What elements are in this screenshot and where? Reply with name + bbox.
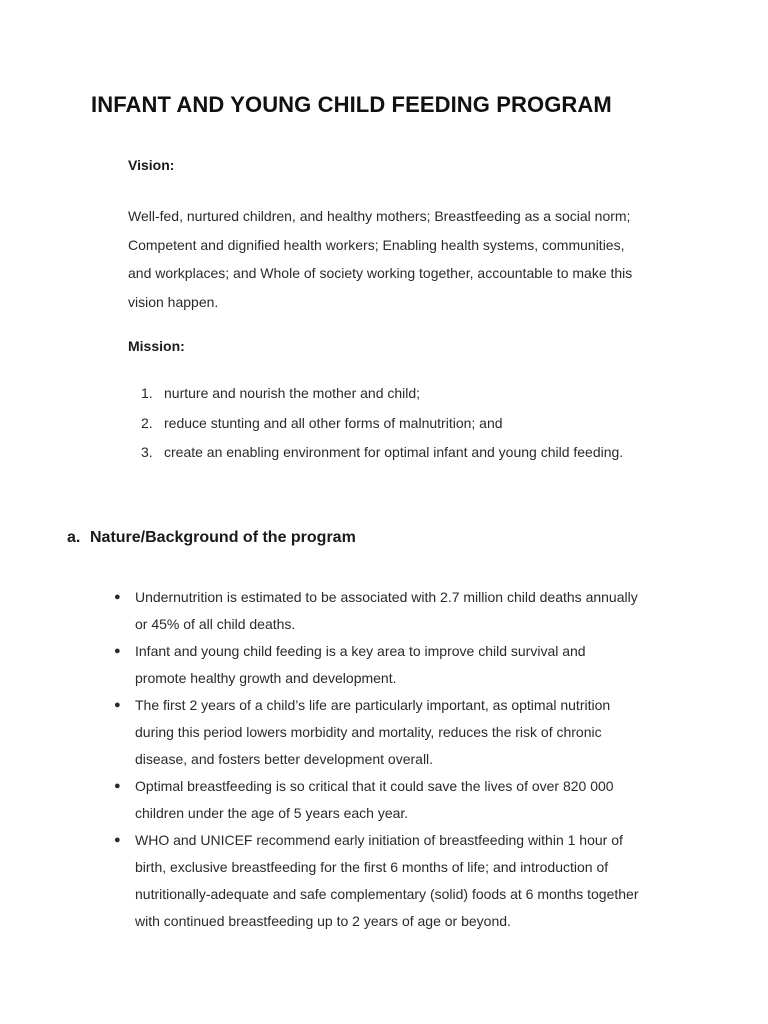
bullet-line: or 45% of all child deaths.	[135, 616, 296, 632]
mission-list	[128, 383, 623, 472]
mission-item	[128, 413, 623, 443]
document-title: INFANT AND YOUNG CHILD FEEDING PROGRAM	[91, 92, 612, 117]
bullet-item	[108, 827, 639, 935]
bullet-line: nutritionally-adequate and safe complementary (solid) foods at 6 months together	[135, 886, 639, 902]
bullet-line: Infant and young child feeding is a key area to improve child survival and	[135, 643, 586, 659]
vision-label: Vision:	[128, 157, 175, 173]
bullet-icon: ●	[114, 645, 121, 657]
bullet-line: Undernutrition is estimated to be associated with 2.7 million child deaths annually	[135, 589, 638, 605]
mission-item-text: nurture and nourish the mother and child;	[164, 385, 421, 401]
background-bullet-list	[108, 584, 639, 935]
mission-item-text: reduce stunting and all other forms of malnutrition; and	[164, 414, 503, 431]
bullet-line: The first 2 years of a child’s life are particularly important, as optimal nutrition	[135, 697, 611, 713]
bullet-item	[108, 584, 639, 638]
bullet-line: during this period lowers morbidity and mortality, reduces the risk of chronic	[135, 724, 602, 740]
vision-line: vision happen.	[128, 293, 219, 310]
bullet-item	[108, 773, 639, 827]
mission-item-number: 2.	[141, 414, 153, 431]
bullet-icon: ●	[114, 780, 121, 792]
bullet-line: WHO and UNICEF recommend early initiation of breastfeeding within 1 hour of	[135, 832, 623, 848]
bullet-line: birth, exclusive breastfeeding for the first 6 months of life; and introduction of	[135, 859, 609, 875]
mission-item-text: create an enabling environment for optimal infant and young child feeding.	[164, 444, 624, 460]
mission-item-number: 3.	[141, 444, 153, 460]
vision-line: and workplaces; and Whole of society working together, accountable to make this	[128, 265, 633, 281]
mission-label: Mission:	[128, 338, 185, 354]
bullet-line: with continued breastfeeding up to 2 years of age or beyond.	[135, 913, 511, 929]
bullet-line: children under the age of 5 years each year.	[135, 805, 409, 821]
mission-item	[128, 442, 623, 472]
bullet-line: Optimal breastfeeding is so critical that it could save the lives of over 820 000	[135, 778, 614, 794]
mission-item	[128, 383, 623, 413]
vision-line: Well-fed, nurtured children, and healthy mothers; Breastfeeding as a social norm;	[128, 208, 631, 224]
bullet-icon: ●	[114, 834, 121, 846]
bullet-line: promote healthy growth and development.	[135, 670, 397, 686]
bullet-icon: ●	[114, 591, 121, 603]
bullet-item	[108, 692, 639, 773]
vision-paragraph	[128, 202, 688, 316]
section-heading-text: Nature/Background of the program	[90, 529, 356, 546]
mission-item-number: 1.	[141, 385, 153, 401]
bullet-icon: ●	[114, 699, 121, 711]
bullet-item	[108, 638, 639, 692]
bullet-line: disease, and fosters better development overall.	[135, 751, 434, 767]
vision-line: Competent and dignified health workers; Enabling health systems, communities,	[128, 236, 625, 253]
section-letter: a.	[67, 529, 81, 546]
section-heading	[67, 529, 356, 547]
